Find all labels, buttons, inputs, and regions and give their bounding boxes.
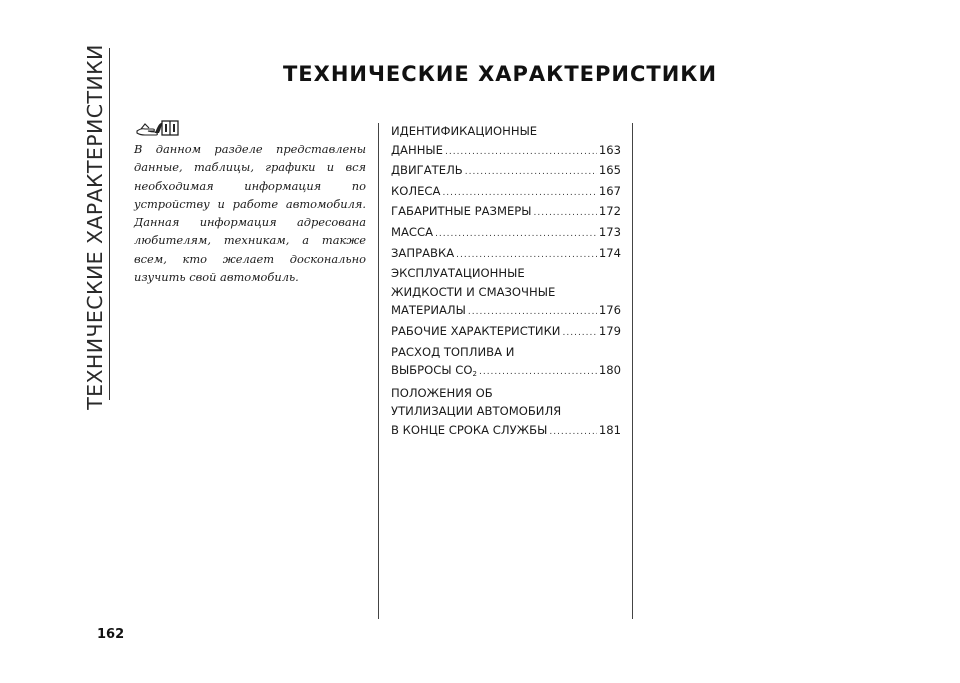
side-section-tab [82,43,108,410]
toc-entry-page-number: 172 [598,204,621,219]
toc-dot-leader [534,204,597,223]
toc-entry-label [391,141,443,160]
toc-entry-label [391,421,547,440]
toc-dot-leader [479,363,597,382]
toc-entry-label [391,202,532,221]
toc-entry-label [391,182,440,201]
toc-entry-label-line: ИДЕНТИФИКАЦИОННЫЕ [391,124,538,138]
toc-entry-label-text: ДВИГАТЕЛЬ [391,163,463,178]
toc-entry-label [391,301,466,320]
toc-entry-label [391,361,477,384]
toc-entry-label-line: ЖИДКОСТИ И СМАЗОЧНЫЕ [391,284,556,299]
toc-entry-label-text: ДАННЫЕ [391,142,443,157]
toc-entry-page-number: 165 [598,163,621,178]
toc-entry-label-line: ЭКСПЛУАТАЦИОННЫЕ [391,266,525,281]
toc-entry[interactable] [391,161,621,182]
toc-dot-leader [468,303,597,322]
toc-entry-label-text: МАССА [391,224,434,239]
intro-paragraph: В данном разделе представлены данные, таблицы, графики и вся необходимая информация по устройству и работе автомобиля. Данная информация адресована любителям, техникам, а также всем, кто желает досконально изучить свой автомобиль. [134,142,366,285]
toc-entry-page-number: 174 [598,245,621,260]
toc-dot-leader [445,143,597,162]
toc-entry-label-text: В КОНЦЕ СРОКА СЛУЖБЫ [391,422,548,437]
toc-entry[interactable] [391,343,621,384]
toc-entry[interactable] [391,384,621,442]
table-of-contents [391,122,621,442]
toc-dot-leader [549,423,597,442]
toc-entry-page-number: 179 [598,323,621,338]
toc-entry[interactable] [391,202,621,223]
toc-dot-leader [563,324,597,343]
toc-dot-leader [442,184,596,203]
column-divider-left [378,123,379,619]
hand-book-symbol-icon [135,117,181,139]
toc-entry[interactable] [391,322,621,343]
page-title: ТЕХНИЧЕСКИЕ ХАРАКТЕРИСТИКИ [282,62,718,86]
toc-entry-page-number: 180 [598,363,621,378]
toc-entry-label [391,244,454,263]
toc-entry-subscript: 2 [472,370,477,379]
toc-entry-page-number: 181 [598,422,621,437]
toc-entry-page-number: 173 [598,224,621,239]
column-divider-right [632,123,633,619]
toc-entry-page-number: 167 [598,183,621,198]
side-tab-rule [109,48,110,400]
toc-entry-page-number: 176 [598,303,621,318]
toc-dot-leader [435,225,597,244]
toc-entry-label-text: МАТЕРИАЛЫ [391,303,466,318]
toc-entry-label [391,322,561,341]
toc-entry-label [391,161,463,180]
toc-entry-page-number: 163 [598,142,621,157]
toc-entry-label-text: ГАБАРИТНЫЕ РАЗМЕРЫ [391,204,532,219]
toc-dot-leader [456,246,597,265]
toc-entry-label-text: КОЛЕСА [391,183,441,198]
toc-entry[interactable] [391,122,621,161]
toc-entry-label [391,223,433,242]
toc-entry-label-text: ЗАПРАВКА [391,245,455,260]
toc-entry[interactable] [391,244,621,265]
toc-entry[interactable] [391,182,621,203]
toc-dot-leader [465,163,597,182]
toc-entry-label-line: ПОЛОЖЕНИЯ ОБ [391,385,493,400]
toc-entry-label-line: УТИЛИЗАЦИИ АВТОМОБИЛЯ [391,404,562,419]
toc-entry-label-text: ВЫБРОСЫ CO [391,363,473,378]
toc-entry[interactable] [391,223,621,244]
side-section-tab-label: ТЕХНИЧЕСКИЕ ХАРАКТЕРИСТИКИ [83,43,107,410]
toc-entry[interactable] [391,264,621,322]
page-number: 162 [97,627,125,642]
toc-entry-label-text: РАБОЧИЕ ХАРАКТЕРИСТИКИ [391,323,561,338]
toc-entry-label-line: РАСХОД ТОПЛИВА И [391,344,515,359]
